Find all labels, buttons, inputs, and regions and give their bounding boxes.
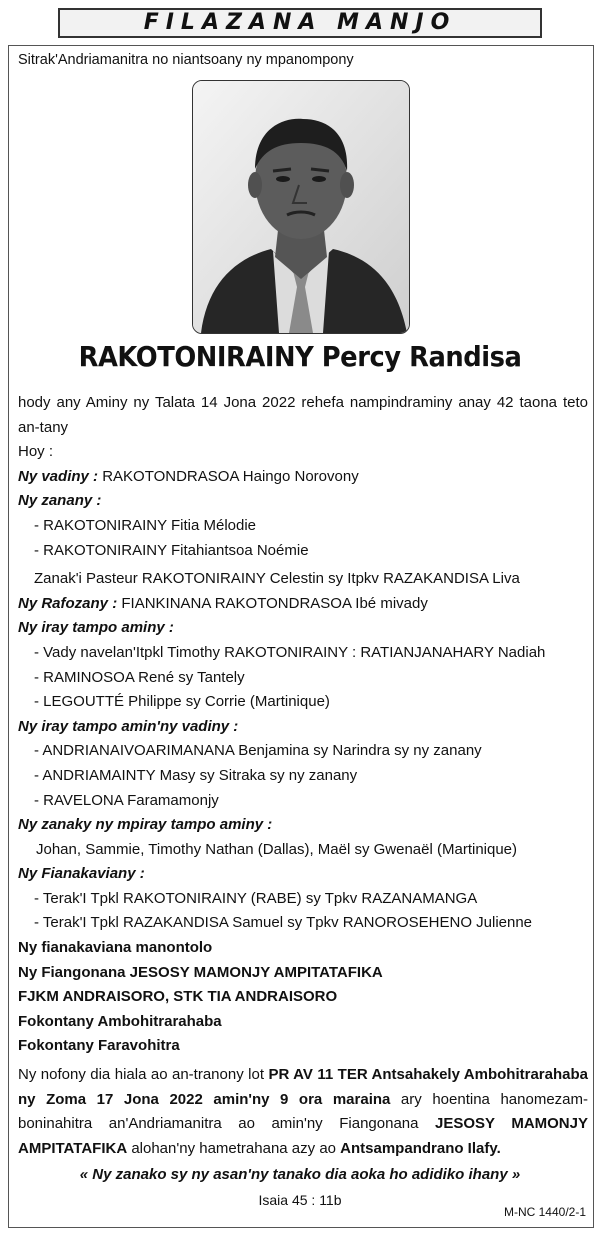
in-laws-line (18, 592, 588, 617)
spouse-label: Ny vadiny : (18, 467, 99, 485)
reference-code: M-NC 1440/2-1 (503, 1205, 586, 1219)
notice-address: PR AV 11 TER Antsahakely Ambohitrarahaba ny Zoma 17 Jona 2022 amin'ny 9 ora maraina (18, 1066, 588, 1108)
sibling-item: - Vady navelan'Itpkl Timothy RAKOTONIRAINY : RATIANJANAHARY Nadiah (34, 643, 546, 661)
notice-part1: Ny nofony dia hiala ao an-tranony lot (18, 1066, 269, 1084)
sibling-item: - LEGOUTTÉ Philippe sy Corrie (Martinique) (34, 693, 330, 711)
header-banner (58, 8, 542, 38)
deceased-photo (192, 80, 410, 334)
relative-item: - Terak'I Tpkl RAKOTONIRAINY (RABE) sy Tpkv RAZANAMANGA (34, 889, 478, 907)
header-title: FILAZANA MANJO (143, 10, 457, 35)
spouse-name: RAKOTONDRASOA Haingo Norovony (102, 467, 359, 485)
notice-burial: Antsampandrano Ilafy. (340, 1139, 501, 1157)
funeral-notice (18, 1063, 588, 1161)
relatives-label: Ny Fianakaviany : (18, 865, 145, 883)
deceased-name: RAKOTONIRAINY Percy Randisa (78, 340, 522, 373)
notice-church: JESOSY MAMONJY AMPITATAFIKA (18, 1115, 588, 1157)
community-line: FJKM ANDRAISORO, STK TIA ANDRAISORO (18, 988, 338, 1006)
parents-line: Zanak'i Pasteur RAKOTONIRAINY Celestin sy Itpkv RAZAKANDISA Liva (34, 570, 520, 588)
community-line: Fokontany Ambohitrarahaba (18, 1012, 222, 1030)
spouse-siblings-label: Ny iray tampo amin'ny vadiny : (18, 717, 239, 735)
in-laws-name: FIANKINANA RAKOTONDRASOA Ibé mivady (121, 594, 428, 612)
bible-quote: « Ny zanako sy ny asan'ny tanako dia aoka ho adidiko ihany » (79, 1166, 521, 1183)
intro-text: Sitrak'Andriamanitra no niantsoany ny mpanompony (18, 52, 354, 68)
spouse-sibling-item: - RAVELONA Faramamonjy (34, 791, 219, 809)
portrait-image (193, 81, 409, 333)
community-line: Fokontany Faravohitra (18, 1037, 180, 1055)
announcement-text: hody any Aminy ny Talata 14 Jona 2022 rehefa nampindraminy anay 42 taona teto an-tany (18, 394, 588, 436)
sibling-item: - RAMINOSOA René sy Tantely (34, 668, 245, 686)
nephews-label: Ny zanaky ny mpiray tampo aminy : (18, 816, 273, 834)
in-laws-label: Ny Rafozany : (18, 594, 118, 612)
spouse-sibling-item: - ANDRIAMAINTY Masy sy Sitraka sy ny zanany (34, 766, 358, 784)
child-item: - RAKOTONIRAINY Fitahiantsoa Noémie (34, 541, 309, 559)
community-line: Ny Fiangonana JESOSY MAMONJY AMPITATAFIKA (18, 963, 383, 981)
community-line: Ny fianakaviana manontolo (18, 939, 213, 957)
bible-verse: Isaia 45 : 11b (258, 1192, 342, 1208)
spouse-line (18, 465, 588, 490)
relative-item: - Terak'I Tpkl RAZAKANDISA Samuel sy Tpkv RANOROSEHENO Julienne (34, 914, 533, 932)
notice-body (18, 391, 588, 1161)
nephews-list: Johan, Sammie, Timothy Nathan (Dallas), Maël sy Gwenaël (Martinique) (36, 840, 518, 858)
spouse-sibling-item: - ANDRIANAIVOARIMANANA Benjamina sy Narindra sy ny zanany (34, 742, 482, 760)
child-item: - RAKOTONIRAINY Fitia Mélodie (34, 516, 257, 534)
children-label: Ny zanany : (18, 492, 102, 510)
siblings-label: Ny iray tampo aminy : (18, 619, 174, 637)
hoy-label: Hoy : (18, 443, 54, 461)
notice-part3: alohan'ny hametrahana azy ao (127, 1139, 341, 1157)
notice-part2: ary hoentina hanomezam-boninahitra an'Andriamanitra ao amin'ny Fiangonana (18, 1090, 588, 1133)
